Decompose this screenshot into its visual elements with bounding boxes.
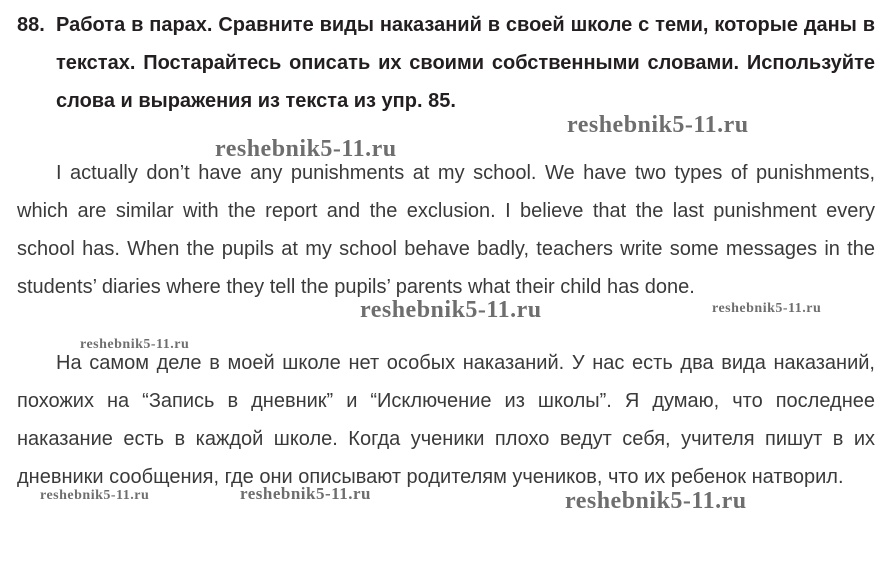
answer-english: I actually don’t have any punishments at my school. We have two types of punishments, which are similar with the report and the exclusion. I believe that the last punishment every school has. When the pupils at my school behave badly, teachers write some messages in the students’ diaries where they tell the pupils’ parents what their child has done. [17, 162, 875, 298]
exercise-instruction: Работа в парах. Сравните виды наказаний в своей школе с теми, которые даны в текстах. Постарайтесь описать их своими собственными словами. Используйте слова и выражения из текста из упр. 85. [56, 14, 875, 112]
watermark: reshebnik5-11.ru [240, 484, 371, 503]
answer-russian: На самом деле в моей школе нет особых наказаний. У нас есть два вида наказаний, похожих на “Запись в дневник” и “Исключение из школы”. Я думаю, что последнее наказание есть в каждой школе. Когда ученики плохо ведут себя, учителя пишут в их дневники сообщения, где они описывают родителям учеников, что их ребенок натворил. [17, 352, 875, 488]
exercise-task [17, 6, 875, 120]
watermark: reshebnik5-11.ru [712, 301, 822, 316]
watermark: reshebnik5-11.ru [40, 488, 150, 503]
exercise-number: 88. [17, 14, 45, 36]
watermark: reshebnik5-11.ru [80, 337, 190, 352]
watermark: reshebnik5-11.ru [360, 297, 542, 323]
watermark: reshebnik5-11.ru [565, 488, 747, 514]
watermark: reshebnik5-11.ru [215, 136, 397, 162]
watermark: reshebnik5-11.ru [567, 112, 749, 138]
